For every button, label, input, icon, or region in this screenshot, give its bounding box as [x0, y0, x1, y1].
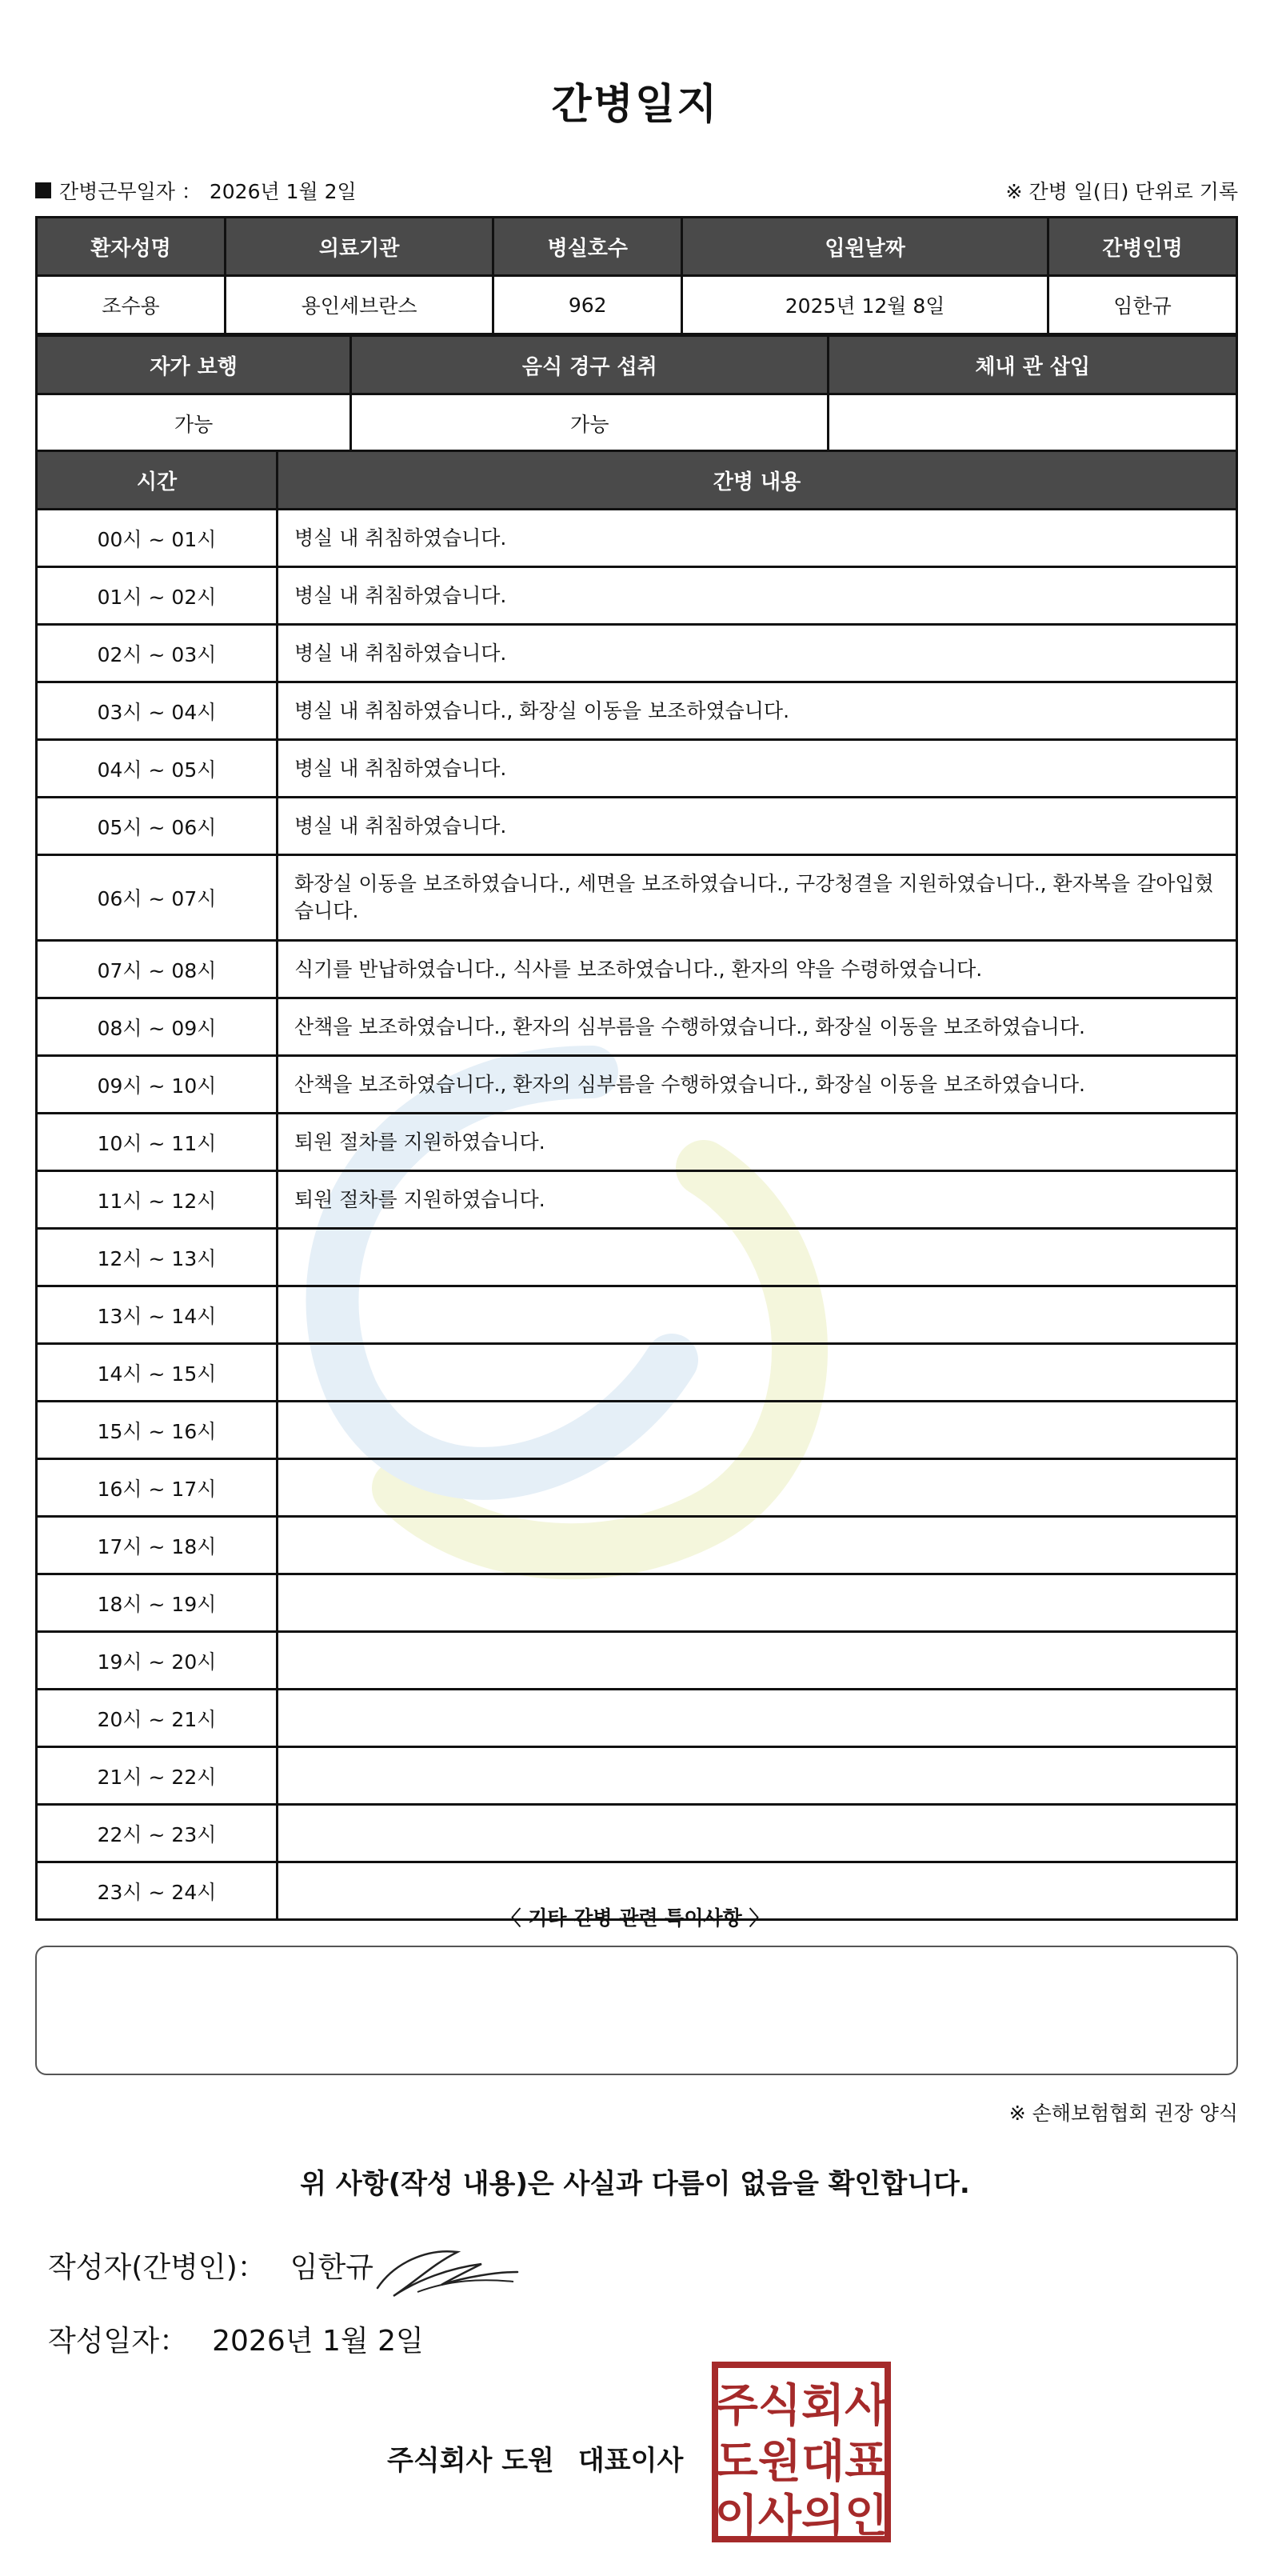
- time-slot: 02시 ~ 03시: [37, 625, 278, 682]
- hospital-name: 용인세브란스: [225, 276, 493, 334]
- header-hospital: 의료기관: [225, 218, 493, 276]
- table-row: [37, 1056, 1237, 1114]
- record-unit-note: ※ 간병 일(日) 단위로 기록: [1005, 180, 1238, 203]
- table-row: [37, 682, 1237, 740]
- table-row: [37, 1344, 1237, 1402]
- seal-line-3: 이사의인: [714, 2490, 889, 2542]
- time-slot: 04시 ~ 05시: [37, 740, 278, 798]
- admission-date: 2025년 12월 8일: [682, 276, 1048, 334]
- care-content: 식기를 반납하였습니다., 식사를 보조하였습니다., 환자의 약을 수령하였습니다.: [278, 941, 1237, 998]
- care-log-table: [35, 450, 1238, 1921]
- writer-label: 작성자(간병인)：: [48, 2251, 266, 2284]
- table-row: [37, 1402, 1237, 1459]
- patient-info-table: [35, 216, 1238, 335]
- table-row: [37, 798, 1237, 855]
- time-slot: 19시 ~ 20시: [37, 1632, 278, 1690]
- care-content: 산책을 보조하였습니다., 환자의 심부름을 수행하였습니다., 화장실 이동을 보조하였습니다.: [278, 1056, 1237, 1114]
- care-content: 병실 내 취침하였습니다.: [278, 798, 1237, 855]
- write-date-value: 2026년 1월 2일: [212, 2325, 424, 2358]
- table-row: [37, 740, 1237, 798]
- care-content: [278, 1344, 1237, 1402]
- care-content: [278, 1286, 1237, 1344]
- time-slot: 10시 ~ 11시: [37, 1114, 278, 1171]
- time-slot: 15시 ~ 16시: [37, 1402, 278, 1459]
- time-slot: 08시 ~ 09시: [37, 998, 278, 1056]
- company-row: [387, 2438, 683, 2478]
- header-self-walking: 자가 보행: [37, 336, 351, 394]
- table-row: [37, 1747, 1237, 1805]
- room-number: 962: [493, 276, 682, 334]
- header-admission-date: 입원날짜: [682, 218, 1048, 276]
- table-row: [37, 1286, 1237, 1344]
- header-time: 시간: [37, 451, 278, 510]
- table-row: [37, 1229, 1237, 1286]
- time-slot: 21시 ~ 22시: [37, 1747, 278, 1805]
- write-date-row: [48, 2318, 424, 2359]
- time-slot: 20시 ~ 21시: [37, 1690, 278, 1747]
- oral-intake-value: 가능: [351, 394, 829, 453]
- header-oral-intake: 음식 경구 섭취: [351, 336, 829, 394]
- header-caregiver-name: 간병인명: [1048, 218, 1237, 276]
- care-content: 퇴원 절차를 지원하였습니다.: [278, 1114, 1237, 1171]
- table-row: [37, 510, 1237, 567]
- care-content: [278, 1229, 1237, 1286]
- work-date-label: 간병근무일자 ：: [59, 180, 202, 203]
- care-content: [278, 1805, 1237, 1862]
- care-content: 퇴원 절차를 지원하였습니다.: [278, 1171, 1237, 1229]
- table-row: [37, 1574, 1237, 1632]
- remarks-box: [35, 1946, 1238, 2075]
- care-content: 병실 내 취침하였습니다.: [278, 567, 1237, 625]
- time-slot: 16시 ~ 17시: [37, 1459, 278, 1517]
- writer-row: [48, 2245, 373, 2286]
- care-content: 병실 내 취침하였습니다., 화장실 이동을 보조하였습니다.: [278, 682, 1237, 740]
- page-title: 간병일지: [551, 81, 719, 129]
- source-note: ※ 손해보험협회 권장 양식: [1008, 2102, 1238, 2125]
- company-title: 대표이사: [577, 2445, 684, 2477]
- care-content: [278, 1690, 1237, 1747]
- table-row: [37, 1459, 1237, 1517]
- care-content: [278, 1747, 1237, 1805]
- care-content: [278, 1632, 1237, 1690]
- header-care-content: 간병 내용: [278, 451, 1237, 510]
- time-slot: 18시 ~ 19시: [37, 1574, 278, 1632]
- signature-image: [369, 2232, 521, 2304]
- time-slot: 23시 ~ 24시: [37, 1862, 278, 1920]
- table-row: [37, 1171, 1237, 1229]
- tube-insertion-value: [829, 394, 1237, 453]
- time-slot: 11시 ~ 12시: [37, 1171, 278, 1229]
- time-slot: 12시 ~ 13시: [37, 1229, 278, 1286]
- time-slot: 00시 ~ 01시: [37, 510, 278, 567]
- time-slot: 06시 ~ 07시: [37, 855, 278, 941]
- table-row: [37, 1632, 1237, 1690]
- company-name: 주식회사 도원: [387, 2445, 554, 2477]
- care-content: 병실 내 취침하였습니다.: [278, 740, 1237, 798]
- care-content: [278, 1517, 1237, 1574]
- care-content: 화장실 이동을 보조하였습니다., 세면을 보조하였습니다., 구강청결을 지원하였습니다., 환자복을 갈아입혔습니다.: [278, 855, 1237, 941]
- time-slot: 01시 ~ 02시: [37, 567, 278, 625]
- time-slot: 05시 ~ 06시: [37, 798, 278, 855]
- care-content: 병실 내 취침하였습니다.: [278, 625, 1237, 682]
- time-slot: 13시 ~ 14시: [37, 1286, 278, 1344]
- self-walking-value: 가능: [37, 394, 351, 453]
- time-slot: 22시 ~ 23시: [37, 1805, 278, 1862]
- care-content: 산책을 보조하였습니다., 환자의 심부름을 수행하였습니다., 화장실 이동을 보조하였습니다.: [278, 998, 1237, 1056]
- care-content: 병실 내 취침하였습니다.: [278, 510, 1237, 567]
- time-slot: 17시 ~ 18시: [37, 1517, 278, 1574]
- time-slot: 07시 ~ 08시: [37, 941, 278, 998]
- header-room-number: 병실호수: [493, 218, 682, 276]
- table-row: [37, 941, 1237, 998]
- header-tube-insertion: 체내 관 삽입: [829, 336, 1237, 394]
- care-content: [278, 1574, 1237, 1632]
- time-slot: 09시 ~ 10시: [37, 1056, 278, 1114]
- table-row: [37, 1690, 1237, 1747]
- time-slot: 03시 ~ 04시: [37, 682, 278, 740]
- header-patient-name: 환자성명: [37, 218, 226, 276]
- table-row: [37, 1517, 1237, 1574]
- patient-status-table: [35, 334, 1238, 454]
- square-bullet-icon: [35, 182, 51, 198]
- seal-line-1: 주식회사: [714, 2380, 889, 2432]
- confirmation-statement: 위 사항(작성 내용)은 사실과 다름이 없음을 확인합니다.: [300, 2168, 970, 2200]
- table-row: [37, 1114, 1237, 1171]
- table-row: [37, 567, 1237, 625]
- write-date-label: 작성일자：: [48, 2325, 189, 2358]
- table-row: [37, 855, 1237, 941]
- work-date-value: 2026년 1월 2일: [209, 180, 357, 203]
- caregiver-name: 임한규: [1048, 276, 1237, 334]
- time-slot: 14시 ~ 15시: [37, 1344, 278, 1402]
- table-row: [37, 1805, 1237, 1862]
- care-content: [278, 1459, 1237, 1517]
- table-row: [37, 625, 1237, 682]
- remarks-title: 〈 기타 간병 관련 특이사항 〉: [501, 1906, 769, 1930]
- writer-name: 임한규: [290, 2251, 374, 2284]
- care-content: [278, 1402, 1237, 1459]
- patient-name: 조수용: [37, 276, 226, 334]
- table-row: [37, 998, 1237, 1056]
- seal-line-2: 도원대표: [714, 2436, 889, 2488]
- company-seal-stamp: [710, 2360, 893, 2544]
- work-date-row: [35, 174, 1238, 206]
